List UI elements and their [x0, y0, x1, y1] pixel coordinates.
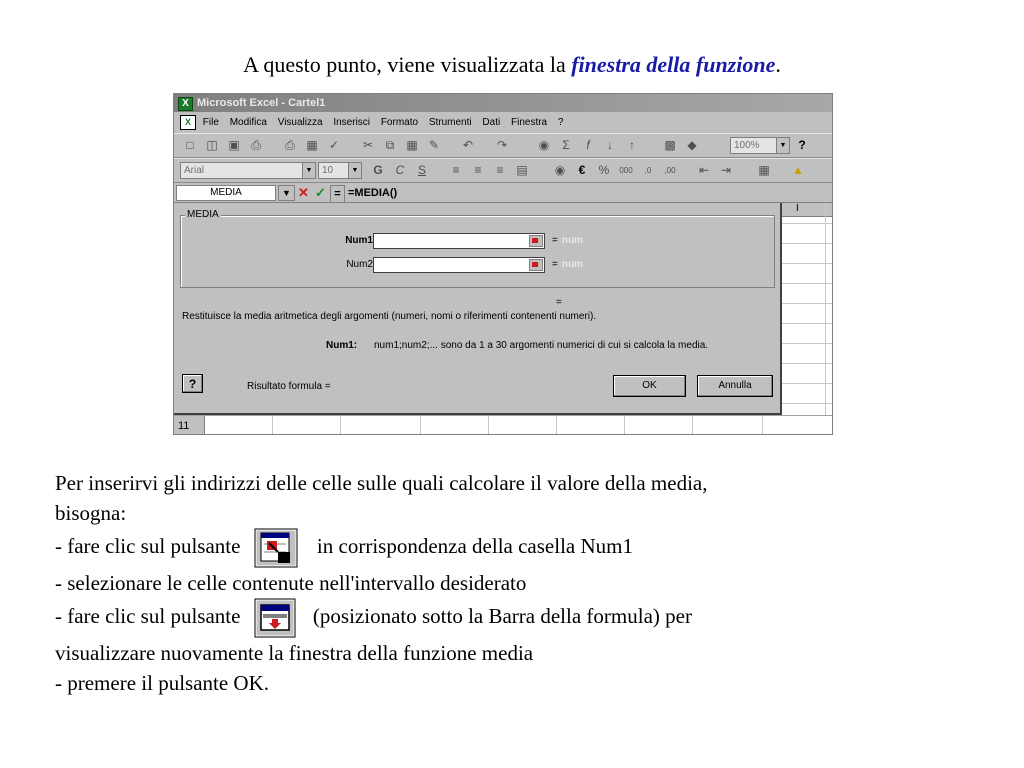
chart-wizard-icon[interactable]: ▩: [664, 138, 676, 152]
arg2-result: [552, 259, 583, 270]
formatting-toolbar: [174, 158, 832, 183]
name-box-dropdown[interactable]: ▼: [278, 185, 295, 201]
formula-content[interactable]: =MEDIA(): [348, 187, 398, 199]
worksheet-grid-right: [782, 203, 833, 435]
function-description: Restituisce la media aritmetica degli argomenti (numeri, nomi o riferimenti contenenti numeri).: [182, 311, 597, 322]
standard-toolbar: [174, 133, 832, 158]
chevron-down-icon: ▼: [302, 163, 315, 178]
currency-icon[interactable]: ◉: [554, 163, 566, 177]
instruction-text: - fare clic sul pulsante: [55, 603, 241, 628]
edit-formula-button[interactable]: =: [330, 185, 345, 203]
borders-icon[interactable]: ▦: [758, 163, 770, 177]
menu-finestra[interactable]: Finestra: [510, 117, 548, 128]
thousands-icon[interactable]: 000: [619, 166, 633, 175]
instruction-text: in corrispondenza della casella Num1: [316, 533, 633, 558]
workbook-icon: X: [180, 115, 196, 130]
function-icon[interactable]: f: [586, 138, 590, 152]
grid-line: [272, 416, 273, 435]
menu-modifica[interactable]: Modifica: [229, 117, 267, 128]
equals-sign: =: [552, 235, 558, 246]
copy-icon[interactable]: ⧉: [385, 138, 395, 152]
grid-line: [556, 416, 557, 435]
worksheet-row-11: [174, 415, 833, 435]
grid-line: [782, 323, 833, 324]
grid-line: [782, 383, 833, 384]
arg2-value: num: [561, 259, 583, 270]
menu-dati[interactable]: Dati: [482, 117, 501, 128]
grid-line: [782, 343, 833, 344]
grid-line: [782, 223, 833, 224]
chevron-down-icon: ▼: [776, 138, 789, 153]
cancel-button[interactable]: Annulla: [697, 375, 773, 397]
function-group: [180, 209, 775, 288]
increase-indent-icon[interactable]: ⇥: [720, 163, 732, 177]
num2-input[interactable]: [373, 257, 545, 273]
excel-screenshot: [173, 93, 833, 435]
collapse-dialog-icon: [532, 262, 538, 267]
grid-line: [782, 363, 833, 364]
equals-sign: =: [552, 259, 558, 270]
zoom-value: 100%: [734, 140, 760, 151]
grid-line: [340, 416, 341, 435]
font-size-combo[interactable]: [318, 162, 362, 179]
zoom-combo[interactable]: [730, 137, 790, 154]
print-preview-icon[interactable]: ⎙: [285, 138, 295, 152]
decrease-decimal-icon[interactable]: ,00: [664, 166, 676, 175]
name-box[interactable]: MEDIA: [176, 185, 276, 201]
function-arguments-dialog: [174, 203, 782, 415]
arg1-value: num: [561, 235, 583, 246]
percent-icon[interactable]: %: [598, 163, 610, 177]
expand-dialog-icon: [254, 598, 296, 638]
caption-prefix: A questo punto, viene visualizzata la: [243, 52, 572, 77]
grid-line: [624, 416, 625, 435]
expand-dialog-svg: [254, 598, 296, 638]
instructions: [55, 468, 975, 698]
grid-line: [782, 303, 833, 304]
format-painter-icon[interactable]: ✎: [428, 138, 440, 152]
save-icon[interactable]: ▣: [228, 138, 240, 152]
font-name-value: Arial: [184, 165, 205, 176]
print-icon[interactable]: ⎙: [251, 138, 261, 152]
instruction-line: - premere il pulsante OK.: [55, 671, 270, 695]
collapse-dialog-icon: [532, 238, 538, 243]
open-icon[interactable]: ◫: [206, 138, 218, 152]
num1-input[interactable]: [373, 233, 545, 249]
instruction-text: (posizionato sotto la Barra della formula) per: [312, 603, 692, 628]
paste-icon[interactable]: ▦: [406, 138, 418, 152]
caption: [0, 52, 1024, 78]
underline-icon[interactable]: S: [417, 163, 426, 177]
collapse-dialog-button[interactable]: [529, 259, 543, 271]
font-size-value: 10: [322, 165, 334, 176]
collapse-dialog-button[interactable]: [529, 235, 543, 247]
decrease-indent-icon[interactable]: ⇤: [698, 163, 710, 177]
sort-descending-icon[interactable]: ↑: [629, 138, 635, 152]
instruction-line: visualizzare nuovamente la finestra della funzione media: [55, 641, 534, 665]
collapse-dialog-svg: [254, 528, 298, 568]
chevron-down-icon: ▼: [348, 163, 361, 178]
menu-strumenti[interactable]: Strumenti: [428, 117, 472, 128]
formula-result-label: Risultato formula =: [247, 381, 331, 392]
italic-icon[interactable]: C: [395, 163, 405, 177]
column-header-i[interactable]: I: [782, 203, 833, 217]
new-icon[interactable]: □: [186, 138, 194, 152]
ok-button[interactable]: OK: [613, 375, 686, 397]
window-title: Microsoft Excel - Cartel1: [197, 97, 326, 109]
menu-visualizza[interactable]: Visualizza: [277, 117, 323, 128]
confirm-check-icon[interactable]: ✓: [315, 185, 326, 200]
menu-bar: [174, 113, 832, 132]
arg1-result: [552, 235, 583, 246]
align-center-icon[interactable]: ≡: [474, 163, 482, 177]
grid-line: [782, 403, 833, 404]
menu-help[interactable]: ?: [557, 117, 564, 128]
font-name-combo[interactable]: [180, 162, 316, 179]
grid-line: [420, 416, 421, 435]
grid-line: [692, 416, 693, 435]
sort-ascending-icon[interactable]: ↓: [607, 138, 613, 152]
euro-icon[interactable]: €: [578, 163, 586, 177]
merge-center-icon[interactable]: ▤: [516, 163, 528, 177]
arg-description-text: num1;num2;... sono da 1 a 30 argomenti numerici di cui si calcola la media.: [374, 340, 709, 351]
instruction-line: bisogna:: [55, 501, 127, 525]
drawing-icon[interactable]: ◆: [687, 138, 697, 152]
cancel-x-icon[interactable]: ✕: [298, 185, 309, 200]
align-left-icon[interactable]: ≡: [452, 163, 460, 177]
grid-line: [782, 283, 833, 284]
help-icon[interactable]: ?: [798, 138, 806, 152]
autosum-icon[interactable]: Σ: [562, 138, 570, 152]
undo-icon[interactable]: ↶: [462, 138, 474, 152]
menu-inserisci[interactable]: Inserisci: [333, 117, 371, 128]
instruction-text: - fare clic sul pulsante: [55, 533, 241, 558]
cut-icon[interactable]: ✂: [362, 138, 374, 152]
arg2-label: Num2: [346, 259, 373, 270]
arg1-label: Num1: [345, 235, 373, 246]
excel-title-bar: [174, 94, 832, 112]
function-result-equals: =: [556, 297, 562, 308]
instruction-line: Per inserirvi gli indirizzi delle celle sulle quali calcolare il valore della media,: [55, 471, 708, 495]
preview-icon[interactable]: ▦: [306, 138, 318, 152]
group-title: MEDIA: [187, 209, 219, 220]
row-number[interactable]: 11: [174, 416, 205, 435]
spelling-icon[interactable]: ✓: [328, 138, 340, 152]
instruction-line: - selezionare le celle contenute nell'intervallo desiderato: [55, 571, 527, 595]
grid-line: [782, 243, 833, 244]
hyperlink-icon[interactable]: ◉: [538, 138, 550, 152]
increase-decimal-icon[interactable]: ,0: [644, 166, 652, 175]
grid-line: [762, 416, 763, 435]
redo-icon[interactable]: ↷: [496, 138, 508, 152]
bold-icon[interactable]: G: [373, 163, 383, 177]
collapse-dialog-icon: [254, 528, 298, 568]
menu-formato[interactable]: Formato: [380, 117, 419, 128]
grid-line: [825, 203, 826, 435]
caption-emphasis: finestra della funzione: [571, 52, 776, 77]
formula-bar: [174, 183, 832, 203]
fill-color-icon[interactable]: ▲: [792, 163, 804, 177]
grid-line: [488, 416, 489, 435]
instruction-line: [55, 598, 975, 638]
instruction-line: [55, 528, 975, 568]
align-right-icon[interactable]: ≡: [496, 163, 504, 177]
dialog-help-button[interactable]: ?: [182, 374, 203, 393]
menu-file[interactable]: File: [202, 117, 219, 128]
arg-description-label: Num1:: [326, 340, 358, 351]
excel-app-icon: X: [178, 97, 193, 111]
grid-line: [782, 263, 833, 264]
caption-suffix: .: [775, 52, 781, 77]
